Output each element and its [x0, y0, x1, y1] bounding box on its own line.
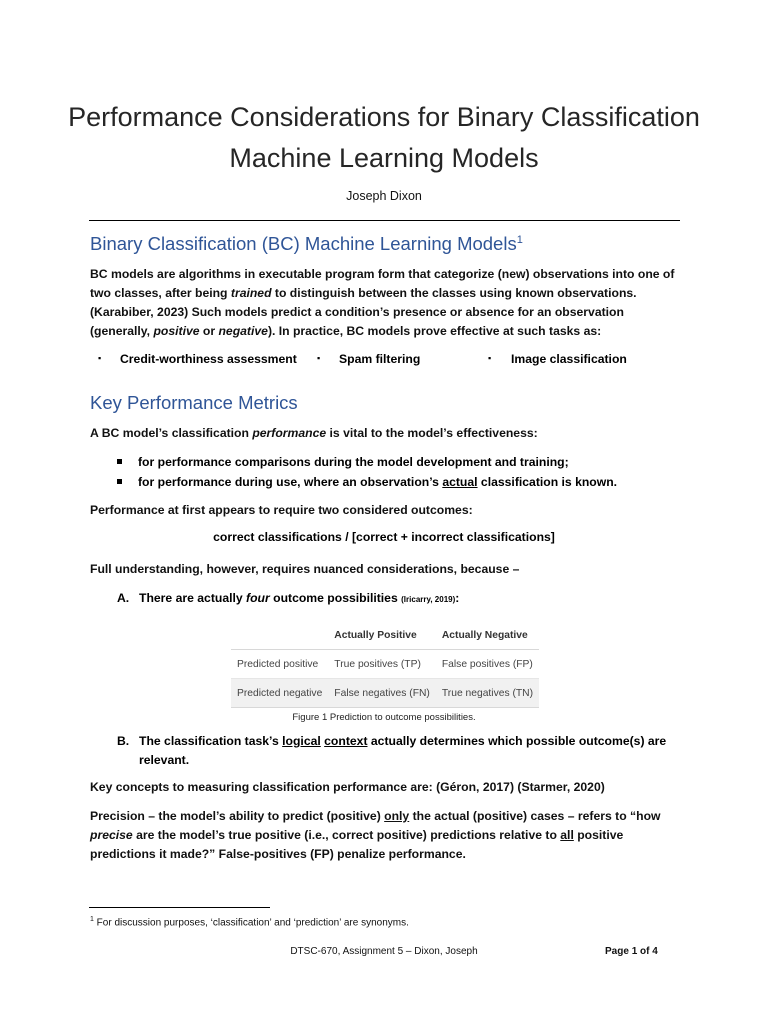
- text-run: the actual (positive) cases – refers to “how: [409, 809, 661, 823]
- total-pages: 4: [652, 946, 658, 957]
- list-item-text: for performance during use, where an observation’s: [138, 475, 443, 489]
- emphasis-positive: positive: [153, 324, 200, 338]
- list-item: [117, 472, 677, 492]
- emphasis-trained: trained: [230, 286, 272, 300]
- accuracy-formula: correct classifications / [correct + incorrect classifications]: [213, 530, 555, 544]
- outcome-table: [231, 621, 539, 708]
- task-list: [98, 352, 698, 372]
- text-run: is vital to the model’s effectiveness:: [326, 426, 538, 440]
- text-run: positive predictions it made?” False-positives (FP) penalize performance.: [90, 828, 624, 861]
- table-header-row: [231, 621, 539, 650]
- term-precision: Precision: [90, 809, 145, 823]
- underlined-context: context: [324, 734, 368, 748]
- text-run: to distinguish between the classes using known observations. (Karabiber, 2023) Such models predict a condition’s presence or absence for an observation (generally,: [90, 286, 637, 338]
- list-label: A.: [117, 591, 130, 605]
- footnote: [90, 916, 409, 928]
- table-cell: True positives (TP): [328, 650, 436, 679]
- emphasis-performance: performance: [252, 426, 327, 440]
- footnote-text: For discussion purposes, ‘classification’ and ‘prediction’ are synonyms.: [93, 917, 409, 929]
- task-item: Spam filtering: [339, 352, 421, 366]
- performance-intro: [90, 424, 684, 443]
- section-heading-bc-models: [90, 233, 523, 255]
- square-bullet-icon: [117, 459, 122, 464]
- table-cell: Predicted positive: [231, 650, 328, 679]
- title-divider: [89, 220, 680, 221]
- text-run: BC models are algorithms in executable program form that categorize (new) observations into one of two classes, after being: [90, 267, 675, 300]
- footnote-reference: 1: [516, 233, 523, 246]
- list-item-text: for performance comparisons during the model development and training;: [138, 455, 569, 469]
- table-header-cell: [231, 621, 328, 650]
- task-item: Credit-worthiness assessment: [120, 352, 297, 366]
- emphasis-precise: precise: [90, 828, 133, 842]
- section-heading-key-metrics: Key Performance Metrics: [90, 392, 298, 413]
- bullet-icon: ▪: [488, 353, 492, 363]
- list-label: B.: [117, 734, 130, 748]
- underlined-logical: logical: [282, 734, 321, 748]
- text-run: The classification task’s: [139, 734, 283, 748]
- footer-course-info: DTSC-670, Assignment 5 – Dixon, Joseph: [290, 946, 478, 957]
- list-item-text: [139, 732, 677, 770]
- underlined-actual: actual: [442, 475, 478, 489]
- table-row: [231, 650, 539, 679]
- precision-paragraph: [90, 807, 684, 864]
- emphasis-four: four: [246, 591, 270, 605]
- performance-outcomes-text: Performance at first appears to require two considered outcomes:: [90, 503, 473, 517]
- figure-caption: Figure 1 Prediction to outcome possibilities.: [292, 712, 476, 723]
- full-understanding-text: Full understanding, however, requires nuanced considerations, because –: [90, 562, 520, 576]
- purpose-bullet-list: [117, 452, 677, 492]
- table-cell: Predicted negative: [231, 679, 328, 708]
- text-run: :: [455, 591, 460, 605]
- task-item: Image classification: [511, 352, 627, 366]
- footnote-divider: [89, 907, 270, 908]
- footer-page-number: [605, 946, 658, 957]
- footnote-mark: 1: [90, 916, 94, 923]
- current-page: 1: [631, 946, 638, 957]
- list-item-a: [117, 589, 677, 609]
- text-run: ). In practice, BC models prove effective at such tasks as:: [267, 324, 602, 338]
- text-run: Page: [605, 946, 632, 957]
- table-row: [231, 679, 539, 708]
- text-run: There are actually: [139, 591, 247, 605]
- key-concepts-text: Key concepts to measuring classification performance are: (Géron, 2017) (Starmer, 2020): [90, 780, 605, 794]
- underlined-all: all: [560, 828, 574, 842]
- underlined-only: only: [384, 809, 410, 823]
- table-cell: False positives (FP): [436, 650, 539, 679]
- table-header-cell: Actually Positive: [328, 621, 436, 650]
- table-cell: False negatives (FN): [328, 679, 436, 708]
- document-title: Performance Considerations for Binary Classification Machine Learning Models: [68, 102, 700, 173]
- list-item-b: [117, 732, 677, 770]
- text-run: of: [637, 946, 653, 957]
- list-item: [117, 452, 677, 472]
- text-run: outcome possibilities: [269, 591, 402, 605]
- table-header-cell: Actually Negative: [436, 621, 539, 650]
- text-run: or: [199, 324, 219, 338]
- text-run: A BC model’s classification: [90, 426, 253, 440]
- bc-models-paragraph: [90, 265, 684, 341]
- emphasis-negative: negative: [218, 324, 268, 338]
- text-run: are the model’s true positive (i.e., correct positive) predictions relative to: [132, 828, 561, 842]
- square-bullet-icon: [117, 479, 122, 484]
- list-item-text: classification is known.: [477, 475, 618, 489]
- table-cell: True negatives (TN): [436, 679, 539, 708]
- author-name: Joseph Dixon: [346, 189, 422, 203]
- text-run: – the model’s ability to predict (positive): [144, 809, 385, 823]
- bullet-icon: ▪: [317, 353, 321, 363]
- text-run: actually determines which possible outcome(s) are relevant.: [139, 734, 667, 767]
- bullet-icon: ▪: [98, 353, 102, 363]
- section-heading-text: Binary Classification (BC) Machine Learning Models: [90, 233, 517, 254]
- citation: (Iricarry, 2019): [401, 595, 456, 604]
- list-item-text: [139, 589, 677, 609]
